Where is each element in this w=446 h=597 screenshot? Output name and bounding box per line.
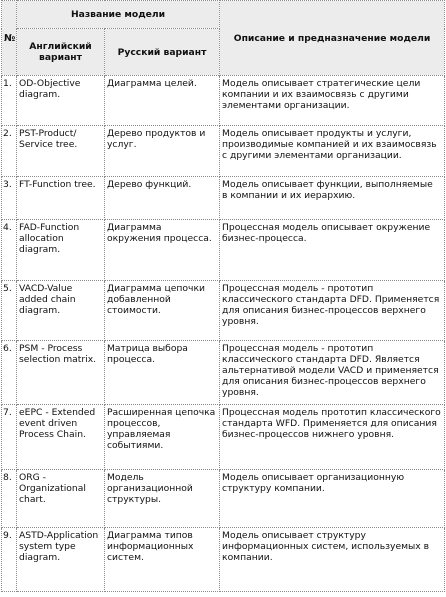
russian-name-cell: Расширенная цепочка процессов, управляемая событиями.: [105, 405, 220, 470]
description-cell: Модель описывает стратегические цели компании и их взаимосвязь с другими элементами организации.: [220, 76, 445, 126]
table-body: [2, 1, 445, 592]
header-description: [220, 1, 445, 76]
russian-name-cell: Диаграмма типов информационных систем.: [105, 528, 220, 592]
header-russian: Русский вариант: [105, 29, 220, 76]
russian-name-cell: Диаграмма окружения процесса.: [105, 220, 220, 281]
header-number: №: [2, 1, 17, 76]
description-cell: Модель описывает функции, выполняемые в компании и их иерархию.: [220, 177, 445, 220]
english-name-cell: OD-Objective diagram.: [17, 76, 105, 126]
description-cell: Модель описывает организационную структуру компании.: [220, 470, 445, 528]
row-number: 1.: [2, 76, 17, 126]
english-name-cell: ASTD-Application system type diagram.: [17, 528, 105, 592]
row-number: 9.: [2, 528, 17, 592]
row-number: 6.: [2, 341, 17, 405]
description-cell: Модель описывает продукты и услуги, производимые компанией и их взаимосвязь с другими элементами организации.: [220, 126, 445, 177]
header-english: Английский вариант: [17, 29, 105, 76]
row-number: 4.: [2, 220, 17, 281]
table-row: [2, 126, 445, 177]
table-row: [2, 281, 445, 341]
english-name-cell: VACD-Value added chain diagram.: [17, 281, 105, 341]
row-number: 2.: [2, 126, 17, 177]
description-cell: Процессная модель - прототип классического стандарта DFD. Является альтернативой модели VACD и применяется для описания бизнес-процессов верхнего уровня.: [220, 341, 445, 405]
row-number: 7.: [2, 405, 17, 470]
english-name-cell: PSM - Process selection matrix.: [17, 341, 105, 405]
english-name-cell: FT-Function tree.: [17, 177, 105, 220]
russian-name-cell: Диаграмма цепочки добавленной стоимости.: [105, 281, 220, 341]
english-name-cell: ORG - Organizational chart.: [17, 470, 105, 528]
table-row: [2, 341, 445, 405]
description-cell: Процессная модель описывает окружение бизнес-процесса.: [220, 220, 445, 281]
table-row: [2, 177, 445, 220]
header-row-top: [2, 1, 445, 29]
english-name-cell: PST-Product/ Service tree.: [17, 126, 105, 177]
table-row: [2, 220, 445, 281]
description-cell: Модель описывает структуру информационных систем, используемых в компании.: [220, 528, 445, 592]
row-number: 8.: [2, 470, 17, 528]
english-name-cell: eEPC - Extended event driven Process Chain.: [17, 405, 105, 470]
row-number: 5.: [2, 281, 17, 341]
table-row: [2, 470, 445, 528]
russian-name-cell: Диаграмма целей.: [105, 76, 220, 126]
models-table: [1, 0, 445, 592]
russian-name-cell: Дерево функций.: [105, 177, 220, 220]
description-cell: Процессная модель - прототип классического стандарта DFD. Применяется для описания бизнес-процессов верхнего уровня.: [220, 281, 445, 341]
header-description-label: Описание и предназначение модели: [233, 32, 431, 44]
russian-name-cell: Дерево продуктов и услуг.: [105, 126, 220, 177]
russian-name-cell: Матрица выбора процесса.: [105, 341, 220, 405]
header-model-name: Название модели: [17, 1, 220, 29]
description-cell: Процессная модель прототип классического стандарта WFD. Применяется для описания бизнес-процессов нижнего уровня.: [220, 405, 445, 470]
english-name-cell: FAD-Function allocation diagram.: [17, 220, 105, 281]
table-row: [2, 76, 445, 126]
russian-name-cell: Модель организационной структуры.: [105, 470, 220, 528]
row-number: 3.: [2, 177, 17, 220]
table-row: [2, 405, 445, 470]
table-row: [2, 528, 445, 592]
